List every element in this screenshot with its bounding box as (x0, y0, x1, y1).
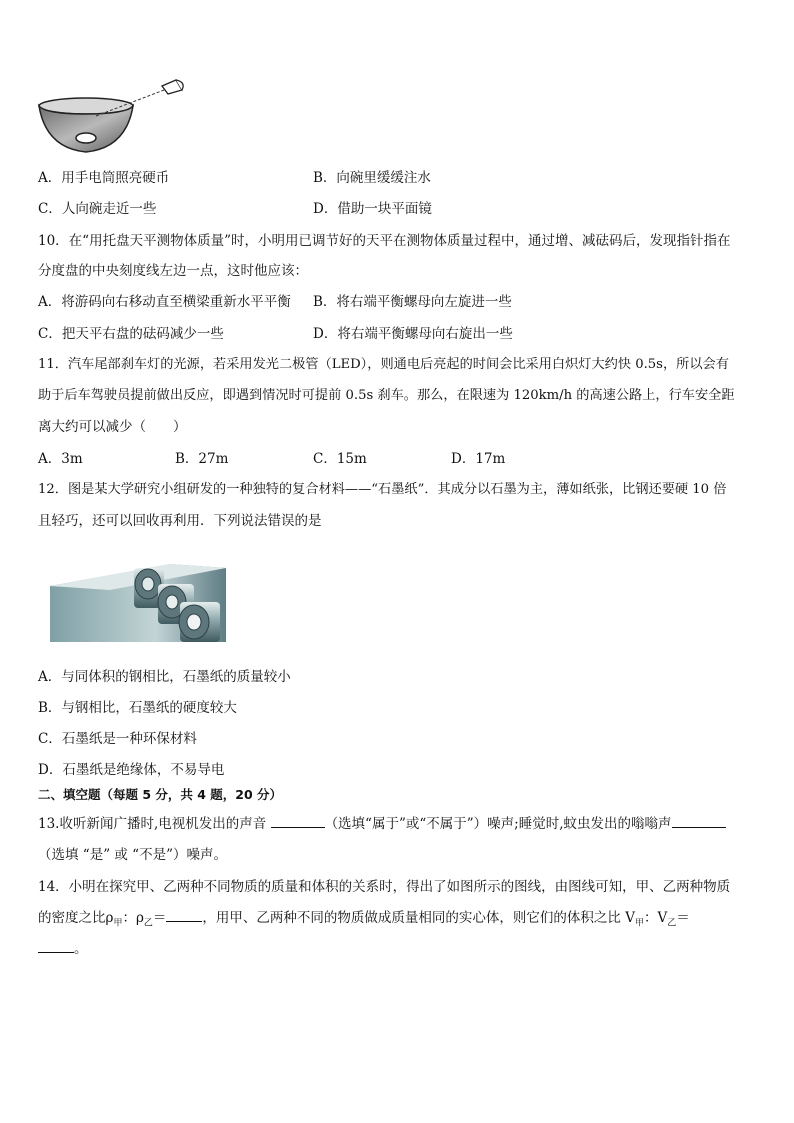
q14-blank-2[interactable] (38, 940, 74, 953)
q10-option-c: C．把天平右盘的砝码减少一些 (38, 326, 224, 342)
q14-stem-line2 (38, 906, 690, 929)
q13-blank-2[interactable] (672, 815, 726, 828)
q12-stem-line1: 12．图是某大学研究小组研发的一种独特的复合材料——“石墨纸”．其成分以石墨为主，薄如纸张，比钢还要硬 10 倍 (38, 482, 727, 497)
q11-option-d: D．17m (451, 451, 506, 467)
q10-option-a: A．将游码向右移动直至横梁重新水平平衡 (38, 294, 291, 310)
q14-stem-line3 (38, 937, 88, 957)
q9-option-a: A．用手电筒照亮硬币 (38, 170, 170, 186)
q13-stem-line1 (38, 812, 726, 832)
q14-sub-yi-2: 乙 (667, 918, 677, 929)
q9-option-b: B．向碗里缓缓注水 (313, 170, 431, 186)
q13-text-part1: 13.收听新闻广播时,电视机发出的声音 (38, 816, 271, 832)
section-heading-fill-in: 二、填空题（每题 5 分，共 4 题，20 分） (38, 787, 283, 802)
q12-option-d: D．石墨纸是绝缘体，不易导电 (38, 762, 225, 778)
q12-stem-line2: 且轻巧，还可以回收再利用．下列说法错误的是 (38, 513, 322, 529)
q14-sub-jia: 甲 (113, 918, 123, 929)
q13-blank-1[interactable] (271, 815, 325, 828)
q14-text-density-ratio: 的密度之比ρ (38, 910, 114, 926)
q12-option-a: A．与同体积的钢相比，石墨纸的质量较小 (38, 669, 291, 685)
q14-text-equals-2: ＝ (676, 910, 690, 926)
q12-option-c: C．石墨纸是一种环保材料 (38, 731, 197, 747)
q14-text-end: 。 (74, 941, 88, 957)
q11-stem-line2: 助于后车驾驶员提前做出反应，即遇到情况时可提前 0.5s 刹车。那么，在限速为 120km/h 的高速公路上，行车安全距 (38, 388, 735, 403)
q13-stem-line2: （选填 “是” 或 “不是”）噪声。 (38, 847, 227, 863)
q14-stem-line1: 14．小明在探究甲、乙两种不同物质的质量和体积的关系时，得出了如图所示的图线，由图线可知，甲、乙两种物质 (38, 879, 731, 895)
q11-stem-line1: 11．汽车尾部刹车灯的光源，若采用发光二极管（LED），则通电后亮起的时间会比采用白炽灯大约快 0.5s，所以会有 (38, 357, 729, 372)
q14-sub-jia-2: 甲 (634, 918, 644, 929)
q14-text-colon: ：ρ (122, 910, 144, 926)
q10-stem-line2: 分度盘的中央刻度线左边一点，这时他应该： (38, 263, 308, 279)
q14-sub-yi: 乙 (143, 918, 153, 929)
q13-text-part2: （选填“属于”或“不属于”）噪声;睡觉时,蚊虫发出的嗡嗡声 (324, 816, 672, 832)
q11-option-c: C．15m (313, 451, 367, 467)
q10-option-d: D．将右端平衡螺母向右旋出一些 (313, 326, 513, 342)
q10-stem-line1: 10．在“用托盘天平测物体质量”时，小明用已调节好的天平在测物体质量过程中，通过增、减砝码后，发现指针指在 (38, 233, 731, 249)
q14-text-colon-2: ：V (643, 910, 668, 926)
q9-option-d: D．借助一块平面镜 (313, 201, 432, 217)
bowl-coin-illustration (36, 76, 186, 158)
q11-stem-line3: 离大约可以减少（ ） (38, 419, 187, 435)
q14-blank-1[interactable] (166, 909, 202, 922)
q14-text-equals: ＝ (152, 910, 167, 926)
q11-option-b: B．27m (175, 451, 229, 467)
q12-option-b: B．与钢相比，石墨纸的硬度较大 (38, 700, 237, 716)
q9-option-c: C．人向碗走近一些 (38, 201, 157, 217)
q14-text-volume-ratio: ，用甲、乙两种不同的物质做成质量相同的实心体，则它们的体积之比 V (202, 910, 635, 926)
graphite-paper-rolls-illustration (50, 558, 232, 644)
q10-option-b: B．将右端平衡螺母向左旋进一些 (313, 294, 512, 310)
q11-option-a: A．3m (38, 451, 83, 467)
